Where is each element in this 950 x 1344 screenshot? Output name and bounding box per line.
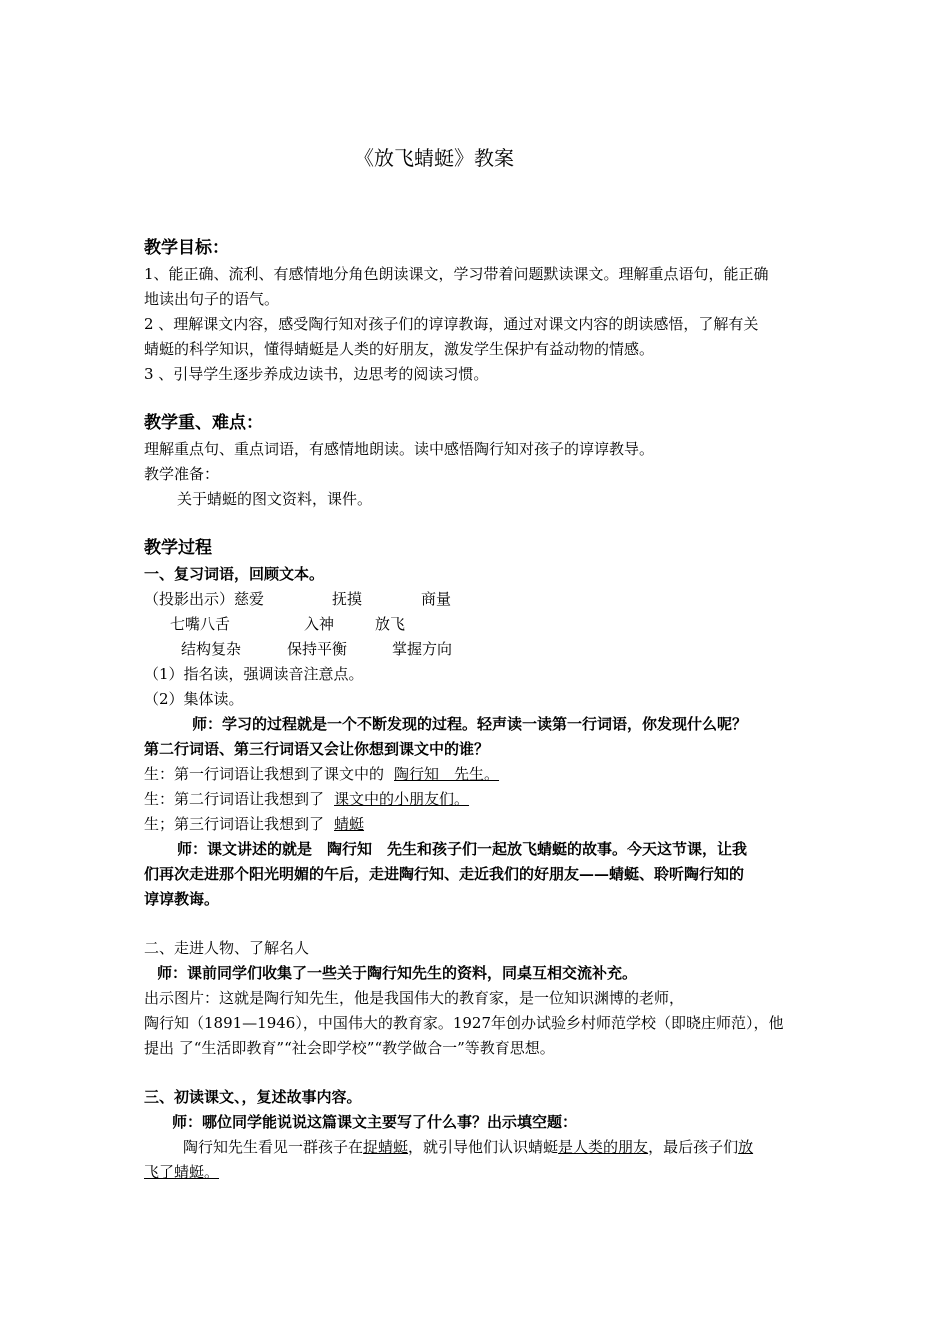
student-answer-1-prefix: 生：第一行词语让我想到了课文中的 [144, 765, 385, 783]
teacher-line-3: 师：课前同学们收集了一些关于陶行知先生的资料，同桌互相交流补充。 [157, 964, 638, 982]
fill-blank-line-1 [183, 1135, 810, 1159]
keypoints-heading: 教学重、难点： [144, 413, 263, 433]
bio-line-2: 提出 了“生活即教育”“社会即学校”“教学做合一”等教育思想。 [144, 1039, 555, 1057]
word-row-3-a: 结构复杂 [181, 640, 242, 658]
word-row-2-b: 入神 [304, 615, 335, 633]
word-row-3-b: 保持平衡 [287, 640, 348, 658]
teacher-line-2a: 师：课文讲述的就是 陶行知 先生和孩子们一起放飞蜻蜓的故事。今天这节课，让我 [177, 840, 748, 858]
student-answer-3 [144, 812, 810, 836]
goals-heading: 教学目标： [144, 238, 229, 258]
word-row-2-c: 放飞 [375, 615, 406, 633]
word-row-1-c: 商量 [421, 590, 452, 608]
bio-line-1: 陶行知（1891—1946），中国伟大的教育家。1927年创办试验乡村师范学校（即晓庄师范），他 [144, 1014, 784, 1032]
student-answer-2 [144, 787, 810, 811]
goal-line-4: 蜻蜓的科学知识，懂得蜻蜓是人类的好朋友，激发学生保护有益动物的情感。 [144, 340, 655, 358]
prep-heading: 教学准备： [144, 465, 220, 483]
fill-text-a: 陶行知先生看见一群孩子在 [183, 1138, 364, 1156]
picture-line: 出示图片：这就是陶行知先生，他是我国伟大的教育家，是一位知识渊博的老师， [144, 989, 685, 1007]
fill-blank-3b: 飞了蜻蜓。 [144, 1163, 220, 1181]
step-2: （2）集体读。 [144, 690, 244, 708]
goal-line-3: 2 、理解课文内容，感受陶行知对孩子们的谆谆教诲，通过对课文内容的朗读感悟，了解有关 [144, 315, 759, 333]
teacher-line-1b: 第二行词语、第三行词语又会让你想到课文中的谁？ [144, 740, 490, 758]
fill-blank-1: 捉蜻蜓 [363, 1138, 409, 1156]
section-3-heading: 三、初读课文、，复述故事内容。 [144, 1088, 362, 1106]
student-answer-3-fill: 蜻蜓 [334, 815, 365, 833]
step-1: （1）指名读，强调读音注意点。 [144, 665, 364, 683]
student-answer-1 [144, 762, 810, 786]
fill-text-c: ，就引导他们认识蜻蜓 [408, 1138, 559, 1156]
teacher-line-4: 师：哪位同学能说说这篇课文主要写了什么事？出示填空题： [172, 1113, 578, 1131]
section-2-heading: 二、走进人物、了解名人 [144, 939, 310, 957]
teacher-line-1a: 师：学习的过程就是一个不断发现的过程。轻声读一读第一行词语，你发现什么呢？ [192, 715, 748, 733]
student-answer-3-prefix: 生；第三行词语让我想到了 [144, 815, 325, 833]
word-row-2-a: 七嘴八舌 [170, 615, 231, 633]
teacher-line-2c: 谆谆教诲。 [144, 890, 220, 908]
fill-blank-line-2 [144, 1160, 810, 1184]
fill-blank-2: 是人类的朋友 [558, 1138, 649, 1156]
goal-line-1: 1、能正确、流利、有感情地分角色朗读课文，学习带着问题默读课文。理解重点语句，能正确 [144, 265, 769, 283]
fill-blank-3a: 放 [738, 1138, 754, 1156]
word-row-1-prefix: （投影出示）慈爱 [144, 590, 265, 608]
fill-text-e: ，最后孩子们 [648, 1138, 739, 1156]
keypoints-line: 理解重点句、重点词语，有感情地朗读。读中感悟陶行知对孩子的谆谆教导。 [144, 440, 655, 458]
process-heading: 教学过程 [144, 538, 212, 558]
section-1-heading: 一、复习词语，回顾文本。 [144, 565, 325, 583]
goal-line-5: 3 、引导学生逐步养成边读书，边思考的阅读习惯。 [144, 365, 489, 383]
student-answer-2-fill: 课文中的小朋友们。 [334, 790, 470, 808]
student-answer-1-fill: 陶行知 先生。 [394, 765, 500, 783]
teacher-line-2b: 们再次走进那个阳光明媚的午后，走进陶行知、走近我们的好朋友——蜻蜓、聆听陶行知的 [144, 865, 745, 883]
word-row-3-c: 掌握方向 [392, 640, 453, 658]
goal-line-2: 地读出句子的语气。 [144, 290, 280, 308]
page-title: 《放飞蜻蜓》教案 [354, 146, 514, 170]
student-answer-2-prefix: 生：第二行词语让我想到了 [144, 790, 325, 808]
word-row-1-b: 抚摸 [332, 590, 363, 608]
word-row-1 [144, 587, 810, 611]
prep-text: 关于蜻蜓的图文资料，课件。 [177, 490, 373, 508]
